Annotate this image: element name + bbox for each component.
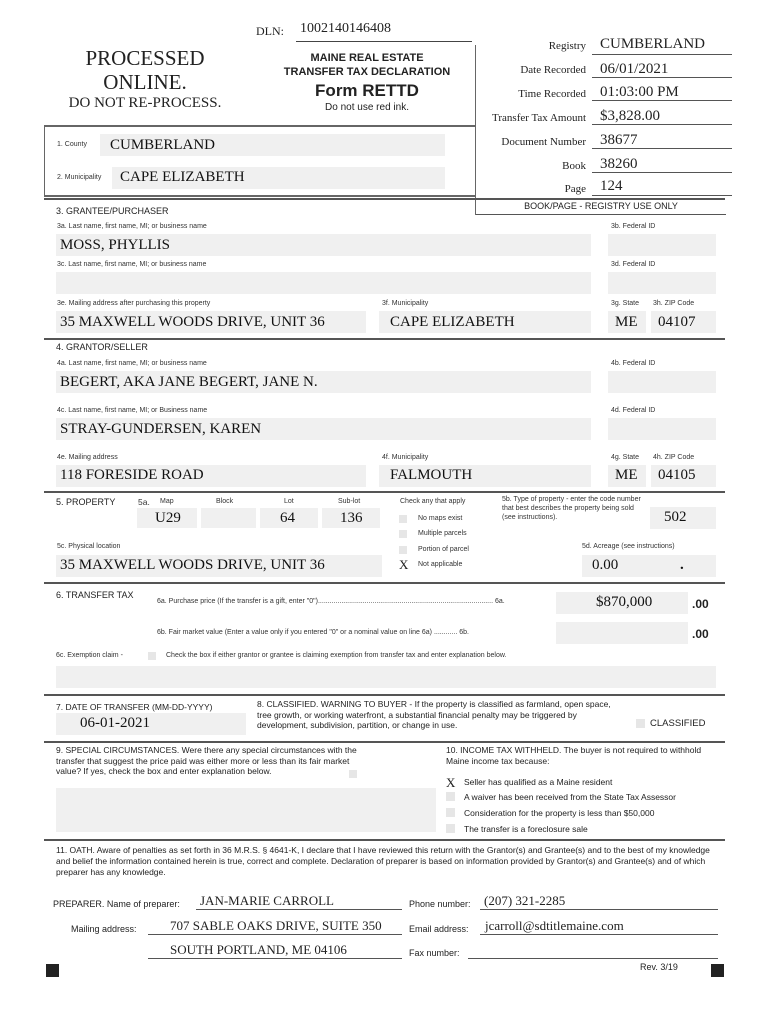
exemption-explanation-field[interactable] — [56, 666, 716, 688]
portion-parcel-checkbox[interactable] — [399, 546, 407, 554]
exemption-label: 6c. Exemption claim - — [56, 652, 123, 659]
time-recorded-value: 01:03:00 PM — [600, 84, 679, 100]
special-explanation-field[interactable] — [56, 788, 436, 832]
mailing-address-label: Mailing address: — [71, 924, 137, 934]
physical-location-label: 5c. Physical location — [57, 543, 121, 550]
grantor-4f-value: FALMOUTH — [390, 467, 473, 483]
acreage-label: 5d. Acreage (see instructions) — [582, 543, 675, 550]
fax-label: Fax number: — [409, 948, 460, 958]
not-applicable-label: Not applicable — [418, 561, 463, 568]
date-recorded-value: 06/01/2021 — [600, 61, 669, 77]
maine-resident-label: Seller has qualified as a Maine resident — [464, 777, 613, 787]
consideration-checkbox[interactable] — [446, 808, 455, 817]
acreage-dot: . — [680, 557, 684, 573]
grantor-4b-label: 4b. Federal ID — [611, 360, 656, 367]
transfer-tax-value: $3,828.00 — [600, 108, 660, 124]
mailing-address-line-1: 707 SABLE OAKS DRIVE, SUITE 350 — [170, 918, 382, 933]
tax-section-title: 6. TRANSFER TAX — [56, 590, 134, 600]
preparer-name-label: PREPARER. Name of preparer: — [53, 899, 180, 909]
transfer-date-value: 06-01-2021 — [80, 715, 150, 731]
special-circumstances-text: 9. SPECIAL CIRCUMSTANCES. Were there any special circumstances with the transfer that suggest the price paid was either more or less than its fair market value? If yes, check the box and enter explanation below. — [56, 745, 357, 777]
exemption-text: Check the box if either grantor or grantee is claiming exemption from transfer tax and enter explanation below. — [166, 652, 507, 659]
form-title — [262, 52, 472, 113]
document-number-value: 38677 — [600, 132, 638, 148]
transfer-date-label: 7. DATE OF TRANSFER (MM-DD-YYYY) — [56, 702, 213, 712]
grantee-3f-label: 3f. Municipality — [382, 300, 429, 307]
property-section-title: 5. PROPERTY — [56, 497, 116, 507]
registration-mark-right — [711, 964, 724, 977]
grantee-3g-label: 3g. State — [611, 300, 640, 307]
grantee-3g-value: ME — [615, 314, 638, 330]
multiple-parcels-label: Multiple parcels — [418, 530, 467, 537]
form-name: Form RETTD — [315, 81, 419, 100]
processed-stamp — [40, 48, 250, 111]
date-recorded-label: Date Recorded — [520, 64, 586, 76]
ink-note: Do not use red ink. — [325, 102, 409, 113]
grantee-3e-label: 3e. Mailing address after purchasing this property — [57, 300, 211, 307]
registry-label: Registry — [548, 40, 586, 52]
grantor-4f-label: 4f. Municipality — [382, 454, 429, 461]
map-label: Map — [160, 498, 174, 505]
stamp-line-1: PROCESSED — [85, 46, 205, 70]
grantor-4e-label: 4e. Mailing address — [57, 454, 118, 461]
document-number-label: Document Number — [501, 136, 586, 148]
oath-text: 11. OATH. Aware of penalties as set forth in 36 M.R.S. § 4641-K, I declare that I have reviewed this return with the Grantor(s) and Grantee(s) and to the best of my knowledge and belief the information contained herein is true, correct and complete. Declaration of preparer is based on information provided by Grantor(s) and Grantee(s) and of which preparer has any knowledge. — [56, 845, 710, 878]
exemption-checkbox[interactable] — [148, 652, 156, 660]
grantee-3d-label: 3d. Federal ID — [611, 261, 656, 268]
page-value: 124 — [600, 178, 623, 194]
block-label: Block — [216, 498, 234, 505]
classified-warning: 8. CLASSIFIED. WARNING TO BUYER - If the property is classified as farmland, open space, tree growth, or working waterfront, a substantial financial penalty may be triggered by development, subdivision, partition, or change in use. — [257, 699, 611, 731]
sublot-value: 136 — [340, 510, 363, 526]
registry-footer: BOOK/PAGE - REGISTRY USE ONLY — [524, 201, 678, 211]
grantee-3f-value: CAPE ELIZABETH — [390, 314, 515, 330]
grantor-4d-label: 4d. Federal ID — [611, 407, 656, 414]
purchase-price-value: $870,000 — [596, 594, 653, 610]
municipality-value: CAPE ELIZABETH — [120, 169, 245, 185]
sublot-label: Sub-lot — [338, 498, 361, 505]
grantor-4g-value: ME — [615, 467, 638, 483]
email-value: jcarroll@sdtitlemaine.com — [485, 918, 624, 933]
fair-market-field[interactable] — [556, 622, 688, 644]
stamp-line-2: ONLINE. — [103, 70, 187, 94]
purchase-price-cents: .00 — [692, 597, 709, 611]
block-field[interactable] — [201, 508, 256, 528]
property-type-value: 502 — [664, 509, 687, 525]
map-value: U29 — [155, 510, 181, 526]
county-value: CUMBERLAND — [110, 137, 216, 153]
grantor-4g-label: 4g. State — [611, 454, 640, 461]
acreage-value: 0.00 — [592, 557, 619, 573]
grantor-4h-label: 4h. ZIP Code — [653, 454, 695, 461]
registry-value: CUMBERLAND — [600, 36, 706, 52]
grantee-3a-value: MOSS, PHYLLIS — [60, 237, 171, 253]
phone-value: (207) 321-2285 — [484, 893, 566, 908]
email-label: Email address: — [409, 924, 469, 934]
no-maps-checkbox[interactable] — [399, 515, 407, 523]
preparer-name-value: JAN-MARIE CARROLL — [200, 893, 334, 908]
map-prefix: 5a. — [138, 497, 150, 507]
lot-value: 64 — [280, 510, 295, 526]
grantee-3b-field[interactable] — [608, 234, 716, 256]
not-applicable-checkbox[interactable]: X — [399, 557, 409, 572]
grantee-3e-value: 35 MAXWELL WOODS DRIVE, UNIT 36 — [60, 314, 325, 330]
time-recorded-label: Time Recorded — [518, 88, 586, 100]
grantor-4a-label: 4a. Last name, first name, MI; or business name — [57, 360, 207, 367]
grantor-4h-value: 04105 — [658, 467, 696, 483]
grantor-4b-field[interactable] — [608, 371, 716, 393]
mailing-address-line-2: SOUTH PORTLAND, ME 04106 — [170, 942, 347, 957]
stamp-line-3: DO NOT RE-PROCESS. — [68, 95, 222, 111]
waiver-label: A waiver has been received from the State Tax Assessor — [464, 792, 676, 802]
check-any-label: Check any that apply — [400, 498, 466, 505]
grantee-3a-label: 3a. Last name, first name, MI; or business name — [57, 223, 207, 230]
physical-location-value: 35 MAXWELL WOODS DRIVE, UNIT 36 — [60, 557, 325, 573]
grantor-section-title: 4. GRANTOR/SELLER — [56, 342, 148, 352]
grantor-4c-label: 4c. Last name, first name, MI; or Business name — [57, 407, 208, 414]
dln-label: DLN: — [256, 24, 284, 38]
classified-label: CLASSIFIED — [650, 718, 706, 729]
multiple-parcels-checkbox[interactable] — [399, 530, 407, 538]
consideration-label: Consideration for the property is less than $50,000 — [464, 808, 655, 818]
book-value: 38260 — [600, 156, 638, 172]
maine-resident-checkbox[interactable]: X — [446, 775, 456, 790]
title-line-1: MAINE REAL ESTATE — [310, 52, 424, 64]
portion-parcel-label: Portion of parcel — [418, 546, 469, 553]
grantor-4c-value: STRAY-GUNDERSEN, KAREN — [60, 421, 262, 437]
grantee-section-title: 3. GRANTEE/PURCHASER — [56, 206, 169, 216]
purchase-price-label: 6a. Purchase price (If the transfer is a gift, enter "0").......................................................................................... 6a. — [157, 598, 505, 605]
foreclosure-label: The transfer is a foreclosure sale — [464, 824, 588, 834]
revision-label: Rev. 3/19 — [640, 962, 678, 972]
grantee-3h-value: 04107 — [658, 314, 696, 330]
classified-checkbox[interactable] — [636, 719, 645, 728]
property-type-label: 5b. Type of property - enter the code number that best describes the property being sold (see instructions). — [502, 496, 641, 521]
grantee-3c-field[interactable] — [56, 272, 591, 294]
grantee-3c-label: 3c. Last name, first name, MI; or business name — [57, 261, 207, 268]
grantee-3d-field[interactable] — [608, 272, 716, 294]
special-circumstances-checkbox[interactable] — [349, 770, 357, 778]
waiver-checkbox[interactable] — [446, 792, 455, 801]
fair-market-label: 6b. Fair market value (Enter a value only if you entered "0" or a nominal value on line 6a) ............ 6b. — [157, 629, 469, 636]
title-line-2: TRANSFER TAX DECLARATION — [283, 66, 451, 78]
book-label: Book — [562, 160, 586, 172]
county-label: 1. County — [57, 141, 87, 148]
municipality-label: 2. Municipality — [57, 174, 102, 181]
transfer-tax-label: Transfer Tax Amount — [492, 112, 586, 124]
grantor-4d-field[interactable] — [608, 418, 716, 440]
phone-label: Phone number: — [409, 899, 471, 909]
dln-value: 1002140146408 — [300, 21, 391, 36]
registration-mark-left — [46, 964, 59, 977]
fair-market-cents: .00 — [692, 627, 709, 641]
grantee-3h-label: 3h. ZIP Code — [653, 300, 695, 307]
grantor-4e-value: 118 FORESIDE ROAD — [60, 467, 204, 483]
grantee-3b-label: 3b. Federal ID — [611, 223, 656, 230]
income-tax-withheld-text: 10. INCOME TAX WITHHELD. The buyer is not required to withhold Maine income tax because: — [446, 745, 702, 766]
foreclosure-checkbox[interactable] — [446, 824, 455, 833]
no-maps-label: No maps exist — [418, 515, 463, 522]
page-label: Page — [564, 183, 586, 195]
grantor-4a-value: BEGERT, AKA JANE BEGERT, JANE N. — [60, 374, 318, 390]
lot-label: Lot — [284, 498, 294, 505]
